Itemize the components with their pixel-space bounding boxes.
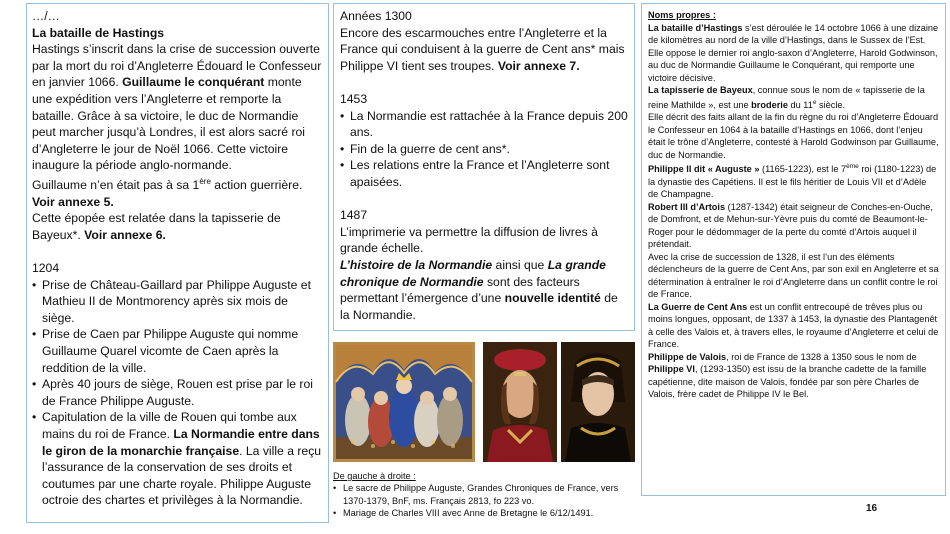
panel-history-1066-1204 xyxy=(26,3,329,523)
caption-title: De gauche à droite : xyxy=(333,471,416,481)
glossary-entry-hastings: La bataille d’Hastings s’est déroulée le 14 octobre 1066 à une dizaine de kilomètres au nord de la ville d’Hastings, dans le Sussex de l’Est. Elle oppose le dernier roi anglo-saxon d’Angleterre, Harold Godwinson, au duc de Normandie Guillaume le Conquérant, qui remporte une victoire décisive. xyxy=(648,22,939,83)
caption-item: • Mariage de Charles VIII avec Anne de Bretagne le 6/12/1491. xyxy=(333,507,594,518)
glossary-entry-bayeux: La tapisserie de Bayeux, connue sous le nom de « tapisserie de la reine Mathilde », est une broderie du 11e siècle. xyxy=(648,85,925,110)
year-heading-1204: 1204 xyxy=(32,260,60,275)
caption-item: • Le sacre de Philippe Auguste, Grandes Chroniques de France, vers 1370-1379, BnF, ms. Français 2813, fo 223 vo. xyxy=(333,483,619,506)
list-item: • Prise de Château-Gaillard par Philippe Auguste et Mathieu II de Montmorency après six mois de siège. xyxy=(32,277,311,325)
royal-portraits-image xyxy=(483,342,635,462)
glossary-title: Noms propres : xyxy=(648,10,716,20)
list-item: • Prise de Caen par Philippe Auguste qui nomme Guillaume Quarel vicomte de Caen après la reddition de la ville. xyxy=(32,327,299,375)
list-item: • La Normandie est rattachée à la France depuis 200 ans. xyxy=(340,108,628,140)
year-heading-1453: 1453 xyxy=(340,91,368,106)
panel-history-1300-1487 xyxy=(333,3,635,331)
glossary-entry-hundred-years-war: La Guerre de Cent Ans est un conflit entrecoupé de trêves plus ou moins longues, opposant, de 1337 à 1453, la dynastie des Plantagenêt à celle des Valois et, à travers elles, le royaume d’Angleterre et celui de France. xyxy=(648,301,939,350)
image-caption xyxy=(333,470,638,519)
list-item: • Capitulation de la ville de Rouen qui tombe aux mains du roi de France. La Normandie entre dans le giron de la monarchie française. La ville a reçu l’assurance de la conservation de ses droits et coutumes par une charte royale. Philippe Auguste octroie des chartes et privilèges à la Normandie. xyxy=(32,410,322,508)
paragraph-printing: L’imprimerie va permettre la diffusion de livres à grande échelle. xyxy=(340,224,598,256)
paragraph-1300: Encore des escarmouches entre l’Angleterre et la France qui conduisent à la guerre de Cent ans* mais Philippe VI tient ses troupes. Voir annexe 7. xyxy=(340,25,625,73)
paragraph-hastings: Hastings s’inscrit dans la crise de succession ouverte par la mort du roi d’Angleterre Édouard le Confesseur en janvier 1066. Guillaume le conquérant monte une expédition vers l’Angleterre et remporte la bataille. Grâce à sa victoire, le duc de Normandie peut marcher jusqu’à Londres, il est alors sacré roi d’Angleterre le jour de Noël 1066. Cette victoire inaugure la période anglo-normande. xyxy=(32,42,322,173)
list-item: • Après 40 jours de siège, Rouen est prise par le roi de France Philippe Auguste. xyxy=(32,377,313,408)
coronation-miniature-image xyxy=(333,342,475,462)
glossary-entry-robert-artois-details: Avec la crise de succession de 1328, il est l’un des éléments déclencheurs de la guerre de Cent Ans, par son exil en Angleterre et sa détermination à entraîner le roi d’Angleterre dans un conflit contre le roi de France. xyxy=(648,251,939,300)
paragraph-identity: L’histoire de la Normandie ainsi que La grande chronique de Normandie sont des facteurs permettant l’émergence d’une nouvelle identité de la Normandie. xyxy=(340,257,618,322)
list-item: • Les relations entre la France et l’Angleterre sont apaisées. xyxy=(340,158,610,189)
year-heading-1487: 1487 xyxy=(340,208,368,223)
glossary-entry-robert-artois: Robert III d’Artois (1287-1342) était seigneur de Conches-en-Ouche, de Domfront, et de Mehun-sur-Yèvre puis du comté de Beaumont-le-Roger pour le dédommager de la perte du comté d’Artois auquel il prétendait. xyxy=(648,201,933,250)
glossary-entry-bayeux-details: Elle décrit des faits allant de la fin du règne du roi d’Angleterre Édouard le Confesseur en 1064 à la bataille d’Hastings en 1066, dont l’enjeu était le trône d’Angleterre, contesté à Harold Godwinson par Guillaume, duc de Normandie. xyxy=(648,112,939,160)
continuation-mark: …/… xyxy=(32,9,60,23)
list-item: • Fin de la guerre de cent ans*. xyxy=(340,141,510,156)
glossary-entry-philippe-valois: Philippe de Valois, roi de France de 1328 à 1350 sous le nom de Philippe VI, (1293-1350) est issu de la branche cadette de la famille capétienne, dite maison de Valois, fondée par son père Charles de Valois, frère cadet de Philippe IV le Bel. xyxy=(648,351,927,400)
section-title-hastings: La bataille de Hastings xyxy=(32,25,165,40)
panel-proper-names xyxy=(641,3,946,496)
year-heading-1300: Années 1300 xyxy=(340,9,412,23)
glossary-entry-philippe-auguste: Philippe II dit « Auguste » (1165-1223), est le 7ème roi (1180-1223) de la dynastie des Capétiens. Il est le fils héritier de Louis VII et d’Adèle de Champagne. xyxy=(648,163,937,200)
paragraph-bayeux: Cette épopée est relatée dans la tapisserie de Bayeux*. Voir annexe 6. xyxy=(32,211,281,242)
page-number: 16 xyxy=(866,503,878,514)
paragraph-first-action: Guillaume n’en était pas à sa 1ère action guerrière. Voir annexe 5. xyxy=(32,176,303,209)
